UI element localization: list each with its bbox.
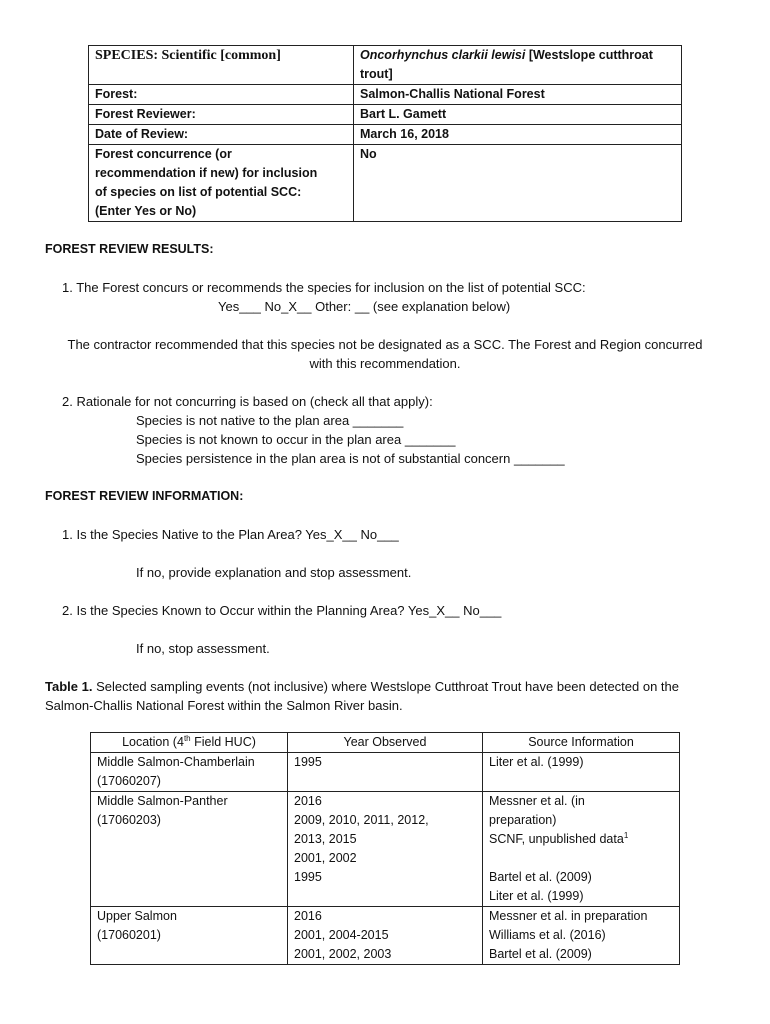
cell-sources: Messner et al. (in preparation) SCNF, unpublished data$^1$ Bartel et al. (2009) Liter et al. (1999): [483, 792, 680, 907]
information-heading: FOREST REVIEW INFORMATION:: [45, 489, 244, 503]
forest-value: Salmon-Challis National Forest: [354, 85, 682, 105]
table-caption-text: Selected sampling events (not inclusive) where Westslope Cutthroat Trout have been detected on the: [92, 679, 679, 694]
cell-location: Upper Salmon (17060201): [91, 907, 288, 965]
question-native-note: If no, provide explanation and stop assessment.: [136, 565, 412, 580]
table-caption: [45, 679, 679, 694]
reviewer-row: [89, 105, 682, 125]
table-caption-cont: Salmon-Challis National Forest within the Salmon River basin.: [45, 698, 403, 713]
species-common-name-cont: trout]: [360, 67, 393, 81]
cell-sources: Messner et al. in preparation Williams et al. (2016) Bartel et al. (2009): [483, 907, 680, 965]
rationale-not-known: Species is not known to occur in the plan area _______: [136, 432, 456, 447]
date-row: [89, 125, 682, 145]
table-row: [91, 753, 680, 792]
concurrence-label: Forest concurrence (or recommendation if new) for inclusion of species on list of potential SCC: (Enter Yes or No): [89, 145, 354, 222]
column-header-year: Year Observed: [288, 733, 483, 753]
results-item-1-options: Yes___ No_X__ Other: __ (see explanation below): [218, 299, 511, 314]
sampling-events-table: [90, 732, 680, 965]
cell-location: Middle Salmon-Chamberlain (17060207): [91, 753, 288, 792]
species-label: SPECIES: Scientific [common]: [95, 48, 281, 63]
species-row: [89, 46, 682, 85]
results-item-1: 1. The Forest concurs or recommends the species for inclusion on the list of potential SCC:: [62, 280, 586, 295]
forest-label: Forest:: [89, 85, 354, 105]
cell-years: 2016 2001, 2004-2015 2001, 2002, 2003: [288, 907, 483, 965]
cell-years: 2016 2009, 2010, 2011, 2012, 2013, 2015 2001, 2002 1995: [288, 792, 483, 907]
table-header-row: [91, 733, 680, 753]
rationale-persistence: Species persistence in the plan area is not of substantial concern _______: [136, 451, 565, 466]
forest-row: [89, 85, 682, 105]
concurrence-row: [89, 145, 682, 222]
cell-years: 1995: [288, 753, 483, 792]
question-occur: 2. Is the Species Known to Occur within the Planning Area? Yes_X__ No___: [62, 603, 502, 618]
species-common-name: [Westslope cutthroat: [525, 48, 653, 62]
results-heading: FOREST REVIEW RESULTS:: [45, 242, 214, 256]
concurrence-value: No: [354, 145, 682, 222]
cell-location: Middle Salmon-Panther (17060203): [91, 792, 288, 907]
date-value: March 16, 2018: [354, 125, 682, 145]
table-row: [91, 907, 680, 965]
cell-sources: Liter et al. (1999): [483, 753, 680, 792]
column-header-location: Location (4th Field HUC): [91, 733, 288, 753]
question-native: 1. Is the Species Native to the Plan Area? Yes_X__ No___: [62, 527, 399, 542]
table-row: [91, 792, 680, 907]
table-caption-label: Table 1.: [45, 679, 93, 694]
date-label: Date of Review:: [89, 125, 354, 145]
column-header-source: Source Information: [483, 733, 680, 753]
results-item-2: 2. Rationale for not concurring is based on (check all that apply):: [62, 394, 433, 409]
question-occur-note: If no, stop assessment.: [136, 641, 270, 656]
rationale-not-native: Species is not native to the plan area _______: [136, 413, 404, 428]
reviewer-label: Forest Reviewer:: [89, 105, 354, 125]
contractor-statement: The contractor recommended that this species not be designated as a SCC. The Forest and Region concurred: [67, 337, 703, 352]
species-header-table: [88, 45, 682, 222]
reviewer-value: Bart L. Gamett: [354, 105, 682, 125]
contractor-statement-cont: with this recommendation.: [309, 356, 461, 371]
species-scientific-name: Oncorhynchus clarkii lewisi: [360, 48, 526, 62]
footnote-marker: 1: [623, 830, 629, 840]
